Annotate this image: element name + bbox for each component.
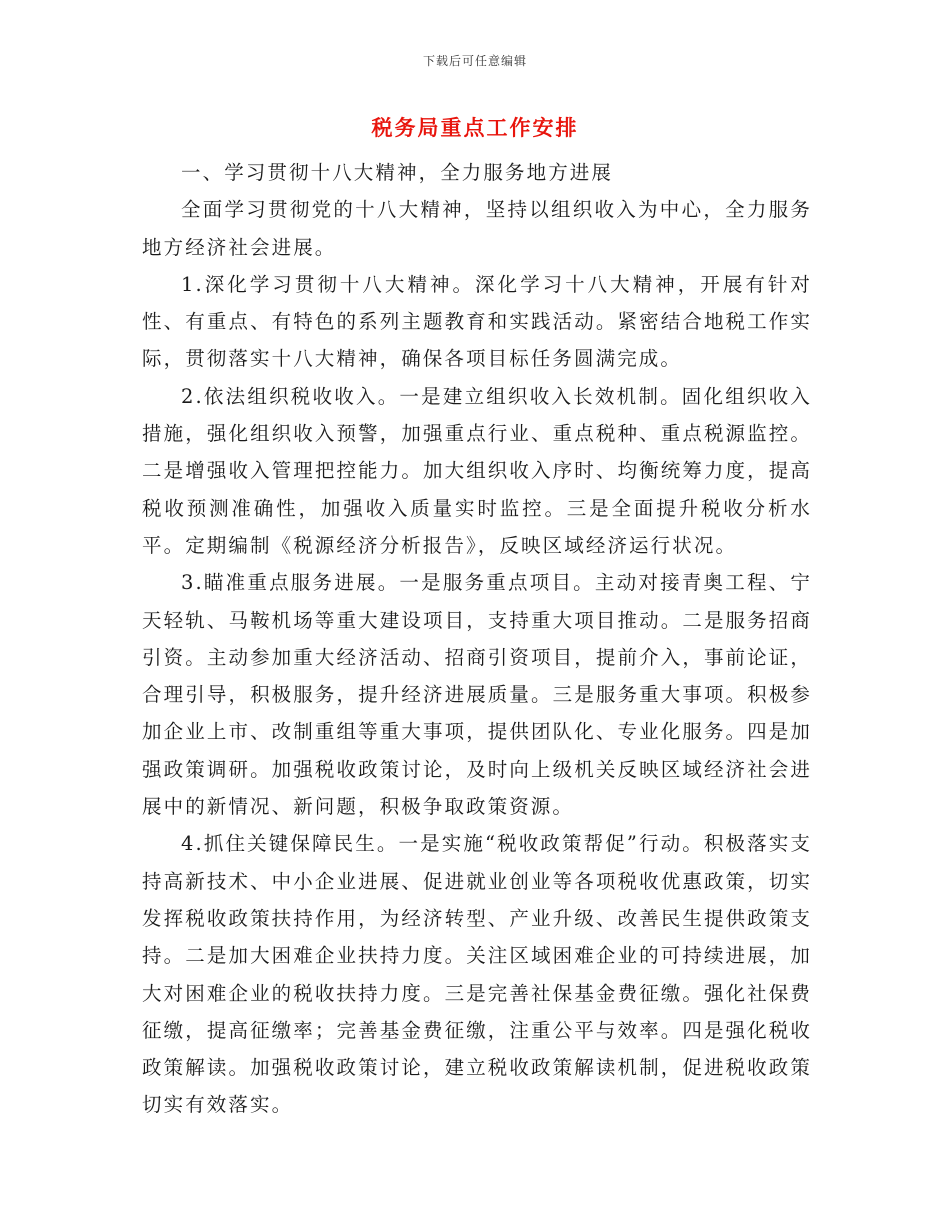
section-heading: 一、学习贯彻十八大精神，全力服务地方进展	[181, 161, 614, 184]
page-header-note: 下载后可任意编辑	[422, 54, 527, 68]
body-paragraph: 3.瞄准重点服务进展。一是服务重点项目。主动对接青奥工程、宁天轻轨、马鞍机场等重大建设项目，支持重大项目推动。二是服务招商引资。主动参加重大经济活动、招商引资项目，提前介入，事前论证，合理引导，积极服务，提升经济进展质量。三是服务重大事项。积极参加企业上市、改制重组等重大事项，提供团队化、专业化服务。四是加强政策调研。加强税收政策讨论，及时向上级机关反映区域经济社会进展中的新情况、新问题，积极争取政策资源。	[142, 571, 812, 819]
body-paragraph: 全面学习贯彻党的十八大精神，坚持以组织收入为中心，全力服务地方经济社会进展。	[142, 198, 812, 259]
body-paragraph: 1.深化学习贯彻十八大精神。深化学习十八大精神，开展有针对性、有重点、有特色的系列主题教育和实践活动。紧密结合地税工作实际，贯彻落实十八大精神，确保各项目标任务圆满完成。	[142, 272, 812, 371]
body-paragraph: 4.抓住关键保障民生。一是实施“税收政策帮促”行动。积极落实支持高新技术、中小企业进展、促进就业创业等各项税收优惠政策，切实发挥税收政策扶持作用，为经济转型、产业升级、改善民生提供政策支持。二是加大困难企业扶持力度。关注区域困难企业的可持续进展，加大对困难企业的税收扶持力度。三是完善社保基金费征缴。强化社保费征缴，提高征缴率；完善基金费征缴，注重公平与效率。四是强化税收政策解读。加强税收政策讨论，建立税收政策解读机制，促进税收政策切实有效落实。	[142, 832, 812, 1117]
document-body	[142, 154, 812, 1124]
document-title: 税务局重点工作安排	[371, 116, 579, 140]
body-paragraph: 2.依法组织税收收入。一是建立组织收入长效机制。固化组织收入措施，强化组织收入预警，加强重点行业、重点税种、重点税源监控。二是增强收入管理把控能力。加大组织收入序时、均衡统筹力度，提高税收预测准确性，加强收入质量实时监控。三是全面提升税收分析水平。定期编制《税源经济分析报告》，反映区域经济运行状况。	[142, 384, 812, 557]
